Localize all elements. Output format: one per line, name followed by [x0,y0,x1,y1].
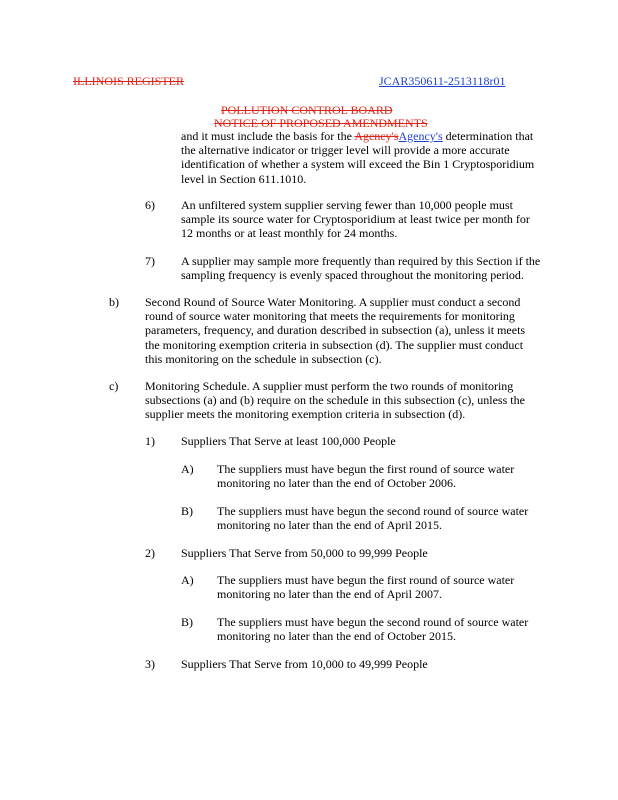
c2-A-paragraph [217,573,514,601]
c2-B-line-1: The suppliers must have begun the second round of source water [217,615,529,629]
c-line-3: supplier meets the monitoring exemption criteria in subsection (d). [145,407,466,422]
c2-title: Suppliers That Serve from 50,000 to 99,999 People [181,546,428,560]
subsection-b-paragraph [145,295,525,366]
c1-A-paragraph [217,462,514,490]
item-7-line-1: A supplier may sample more frequently than required by this Section if the [181,254,541,268]
c2-B-paragraph [217,615,528,643]
c1-A-line-1: The suppliers must have begun the first round of source water [217,462,515,476]
c1-B-paragraph [217,504,528,532]
c-line-1: Monitoring Schedule. A supplier must perform the two rounds of monitoring [145,379,514,393]
item-6-line-2: sample its source water for Cryptosporidium at least twice per month for [181,212,530,227]
register-title: ILLINOIS REGISTER [73,74,184,88]
c1-B-line-2: monitoring no later than the end of April 2015. [217,518,442,533]
c2-A-line-1: The suppliers must have begun the first round of source water [217,573,515,587]
c3-title: Suppliers That Serve from 10,000 to 49,999 People [181,657,428,671]
subsection-c-paragraph [145,379,525,422]
subsection-b-label: b) [109,295,119,309]
b-line-1: Second Round of Source Water Monitoring. A supplier must conduct a second [145,295,521,309]
c2-A-label: A) [181,573,194,587]
board-title: POLLUTION CONTROL BOARD [221,103,393,117]
inserted-agency: Agency's [398,129,443,143]
b-line-5: this monitoring on the schedule in subsection (c). [145,351,382,366]
continuation-paragraph [181,129,534,186]
item-6-paragraph [181,198,530,241]
c1-B-label: B) [181,504,193,518]
b-line-2: round of source water monitoring that meets the requirements for monitoring [145,309,515,324]
cont-line-1-end: determination that [442,129,534,143]
item-7-label: 7) [145,254,155,268]
c1-A-line-2: monitoring no later than the end of October 2006. [217,476,456,491]
b-line-4: the monitoring exemption criteria in subsection (d). The supplier must conduct [145,337,524,352]
cont-line-2: the alternative indicator or trigger level will provide a more accurate [181,143,510,158]
item-7-paragraph [181,254,540,282]
b-line-3: parameters, frequency, and duration described in subsection (a), unless it meets [145,323,526,338]
c1-A-label: A) [181,462,194,476]
c2-label: 2) [145,546,155,560]
item-6-line-3: 12 months or at least monthly for 24 months. [181,226,398,241]
cont-line-4: level in Section 611.1010. [181,171,307,186]
notice-title: NOTICE OF PROPOSED AMENDMENTS [214,116,428,130]
cont-line-1-text: and it must include the basis for the [181,129,355,143]
cont-line-3: identification of whether a system will exceed the Bin 1 Cryptosporidium [181,157,535,172]
item-6-label: 6) [145,198,155,212]
c1-label: 1) [145,434,155,448]
c3-label: 3) [145,657,155,671]
item-7-line-2: sampling frequency is evenly spaced throughout the monitoring period. [181,268,524,283]
jcar-code-prefix: JCAR350611-2513118 [379,74,490,88]
c2-A-line-2: monitoring no later than the end of April 2007. [217,587,442,602]
c-line-2: subsections (a) and (b) require on the schedule in this subsection (c), unless the [145,393,525,408]
c1-title: Suppliers That Serve at least 100,000 People [181,434,396,448]
c1-B-line-1: The suppliers must have begun the second round of source water [217,504,529,518]
c2-B-label: B) [181,615,193,629]
item-6-line-1: An unfiltered system supplier serving fewer than 10,000 people must [181,198,513,212]
cont-line-1 [181,129,534,143]
c2-B-line-2: monitoring no later than the end of October 2015. [217,629,456,644]
subsection-c-label: c) [109,379,119,393]
jcar-code [379,74,505,88]
jcar-code-suffix: r01 [489,74,506,88]
deleted-agency: Agency's [354,129,399,143]
